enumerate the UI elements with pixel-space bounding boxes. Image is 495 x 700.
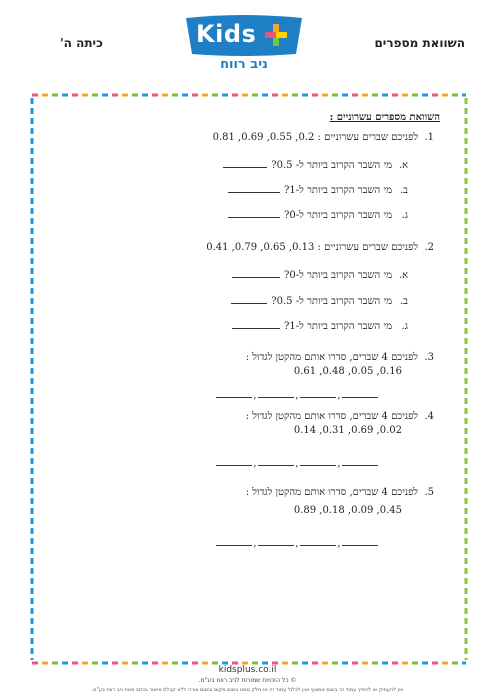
- answer-line[interactable]: [228, 208, 280, 218]
- sub-letter: ב.: [400, 185, 408, 196]
- question-5-answer-blanks: [216, 536, 378, 549]
- question-2: [206, 242, 434, 253]
- question-number: 2.: [424, 242, 434, 253]
- blank-separator: ,: [295, 390, 299, 401]
- question-number: 5.: [424, 487, 434, 498]
- sub-text: מי השבר הקרוב ביותר ל- 0.5?: [271, 160, 392, 171]
- blank-separator: ,: [253, 390, 257, 401]
- footer-copyright: © כל הזכויות שמורות לניב רווח בע"מ.: [198, 677, 297, 684]
- question-3-answer-blanks: [216, 388, 378, 401]
- footer-legal-note: אין להעתיק או להפיץ עמוד זה בשום אמצעי ואין לכלול עמוד זה או חלק ממנו בשום מקום ובשום צורה ללא קבלת אישור בכתב מאת ניב רווח בע"מ.: [91, 687, 404, 693]
- question-5-values: 0.45, 0.09, 0.18, 0.89: [293, 505, 402, 516]
- sub-letter: ג.: [401, 210, 408, 221]
- answer-blank[interactable]: [216, 456, 252, 466]
- question-3: [246, 352, 434, 363]
- logo-subtitle: ניב רווח: [220, 57, 268, 72]
- answer-blank[interactable]: [300, 536, 336, 546]
- question-2a: [232, 268, 408, 281]
- question-text: לפניכם 4 שברים, סדרו אותם מהקטן לגדול :: [245, 411, 418, 422]
- question-text: לפניכם 4 שברים, סדרו אותם מהקטן לגדול :: [245, 487, 418, 498]
- question-number: 4.: [424, 411, 434, 422]
- sub-text: מי השבר הקרוב ביותר ל-0?: [283, 210, 392, 221]
- sub-text: מי השבר הקרוב ביותר ל-1?: [283, 321, 392, 332]
- question-4: [246, 411, 434, 422]
- answer-line[interactable]: [232, 319, 280, 329]
- sub-letter: ג.: [401, 321, 408, 332]
- answer-blank[interactable]: [258, 456, 294, 466]
- answer-line[interactable]: [228, 183, 280, 193]
- question-text: לפניכם שברים עשרוניים : 0.2, 0.55, 0.69, 0.81: [212, 132, 418, 143]
- question-number: 1.: [424, 132, 434, 143]
- blank-separator: ,: [337, 458, 341, 469]
- answer-blank[interactable]: [300, 456, 336, 466]
- answer-blank[interactable]: [258, 536, 294, 546]
- sub-text: מי השבר הקרוב ביותר ל-0?: [283, 270, 392, 281]
- question-1b: [228, 183, 408, 196]
- sub-text: מי השבר הקרוב ביותר ל- 0.5?: [271, 296, 392, 307]
- question-2c: [232, 319, 408, 332]
- blank-separator: ,: [253, 458, 257, 469]
- question-text: לפניכם 4 שברים, סדרו אותם מהקטן לגדול :: [245, 352, 418, 363]
- answer-blank[interactable]: [342, 388, 378, 398]
- answer-blank[interactable]: [216, 536, 252, 546]
- blank-separator: ,: [337, 390, 341, 401]
- sub-letter: א.: [398, 270, 408, 281]
- plus-icon: [264, 23, 288, 47]
- question-number: 3.: [424, 352, 434, 363]
- answer-blank[interactable]: [342, 456, 378, 466]
- sub-letter: א.: [398, 160, 408, 171]
- kids-plus-logo[interactable]: [182, 14, 306, 78]
- answer-blank[interactable]: [216, 388, 252, 398]
- blank-separator: ,: [295, 538, 299, 549]
- question-4-answer-blanks: [216, 456, 378, 469]
- blank-separator: ,: [337, 538, 341, 549]
- question-1: [213, 132, 434, 143]
- question-1a: [223, 158, 408, 171]
- answer-blank[interactable]: [300, 388, 336, 398]
- grade-label: כיתה ה': [60, 36, 103, 50]
- logo-text: Kids: [196, 20, 257, 48]
- footer-url[interactable]: kidsplus.co.il: [218, 665, 277, 675]
- answer-blank[interactable]: [342, 536, 378, 546]
- blank-separator: ,: [253, 538, 257, 549]
- question-3-values: 0.16, 0.05, 0.48, 0.61: [293, 366, 402, 377]
- answer-line[interactable]: [223, 158, 267, 168]
- sub-letter: ב.: [400, 296, 408, 307]
- answer-line[interactable]: [231, 294, 267, 304]
- question-2b: [231, 294, 408, 307]
- question-text: לפניכם שברים עשרוניים : 0.13, 0.65, 0.79, 0.41: [206, 242, 418, 253]
- worksheet-content: [40, 110, 460, 650]
- question-5: [246, 487, 434, 498]
- question-1c: [228, 208, 408, 221]
- section-title: השוואת מספרים עשרוניים :: [329, 112, 440, 123]
- blank-separator: ,: [295, 458, 299, 469]
- question-4-values: 0.02, 0.69, 0.31, 0.14: [293, 425, 402, 436]
- worksheet-title: השוואת מספרים: [374, 36, 465, 50]
- sub-text: מי השבר הקרוב ביותר ל-1?: [283, 185, 392, 196]
- answer-line[interactable]: [232, 268, 280, 278]
- answer-blank[interactable]: [258, 388, 294, 398]
